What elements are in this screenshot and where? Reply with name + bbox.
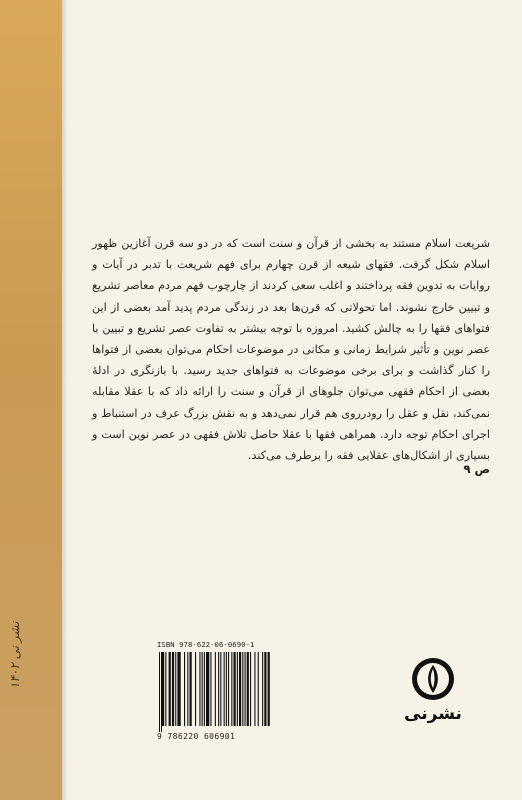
blurb-text [92,233,490,466]
spine-shadow [62,0,68,800]
barcode-bar [268,652,270,726]
blurb-paragraph: شریعت اسلام مستند به بخشی از قرآن و سنت است که در دو سه قرن آغازین ظهور اسلام شکل گرفت. فقهای شیعه از قرن چهارم برای فهم شریعت با تدبر در آیات و روایات به تدوین فقه پرداختند و اغلب سعی کردند از چارچوب فهم مردم معاصر تشریع و تبیین خارج نشوند. اما تحولاتی که قرن‌ها بعد در زندگی مردم پدید آمد بعضی از این فتواهای فقها را به چالش کشید. امروزه با توجه بیشتر به تفاوت عصر تشریع و تبیین با عصر نوین و تأثیر شرایط زمانی و مکانی در موضوعات احکام می‌توان بعضی از فتواها را کنار گذاشت و برای برخی موضوعات به فتواهای جدید رسید. با بازنگری در ادلهٔ بعضی از احکام فقهی می‌توان جلوهای از قرآن و سنت را ارائه داد که با عقلا مقابله نمی‌کند، نقل و عقل را رودرروی هم قرار نمی‌دهد و به نقش بزرگ عرف در استنباط و اجرای احکام توجه دارد. همراهی فقها با عقلا حاصل تلاش فقهی در عصر نوین است و بسیاری از اشکال‌های عقلایی فقه را برطرف می‌کند. [92,237,490,463]
barcode-bar [169,652,171,726]
barcode-bar [215,652,216,726]
barcode-bar [159,652,160,732]
barcode-bar [204,652,205,726]
barcode-bar [242,652,243,726]
barcode-bar [228,652,229,726]
barcode-bar [239,652,241,726]
barcode-bar [247,652,249,726]
barcode-bar [224,652,225,726]
barcode-bar [226,652,227,726]
page-reference: ص ۹ [463,462,490,476]
barcode-bar [220,652,221,726]
barcode-bar [262,652,263,726]
barcode-bar [161,652,162,732]
spine-handwritten-text: نشر نی ۱۴۰۲ [8,621,22,689]
barcode-bar [218,652,219,726]
barcode-bar [162,652,164,726]
barcode-bar [195,652,196,726]
barcode-bar [258,652,259,726]
barcode-bar [206,652,209,726]
barcode-bar [231,652,232,726]
barcode-bar [172,652,174,726]
barcode-bar [210,652,211,726]
barcode-icon [157,652,279,732]
barcode-bar [187,652,188,726]
reed-drop-logo-icon [398,657,468,749]
barcode-bar [254,652,255,726]
barcode-bar [202,652,203,726]
barcode-bar [234,652,236,726]
barcode-bar [245,652,246,726]
barcode-bar [175,652,176,726]
barcode-bar [177,652,180,726]
barcode-bar [264,652,266,726]
barcode-bar [250,652,251,726]
barcode-bar [237,652,238,726]
barcode-bar [184,652,185,726]
isbn-barcode-block [157,640,279,744]
barcode-bar [190,652,192,726]
barcode-bar [199,652,200,726]
barcode-bar [165,652,166,726]
isbn-label: ISBN 978-622-06-0690-1 [157,640,255,649]
publisher-name: نشرنی [404,704,462,724]
barcode-number: 9 786220 606901 [157,732,236,741]
